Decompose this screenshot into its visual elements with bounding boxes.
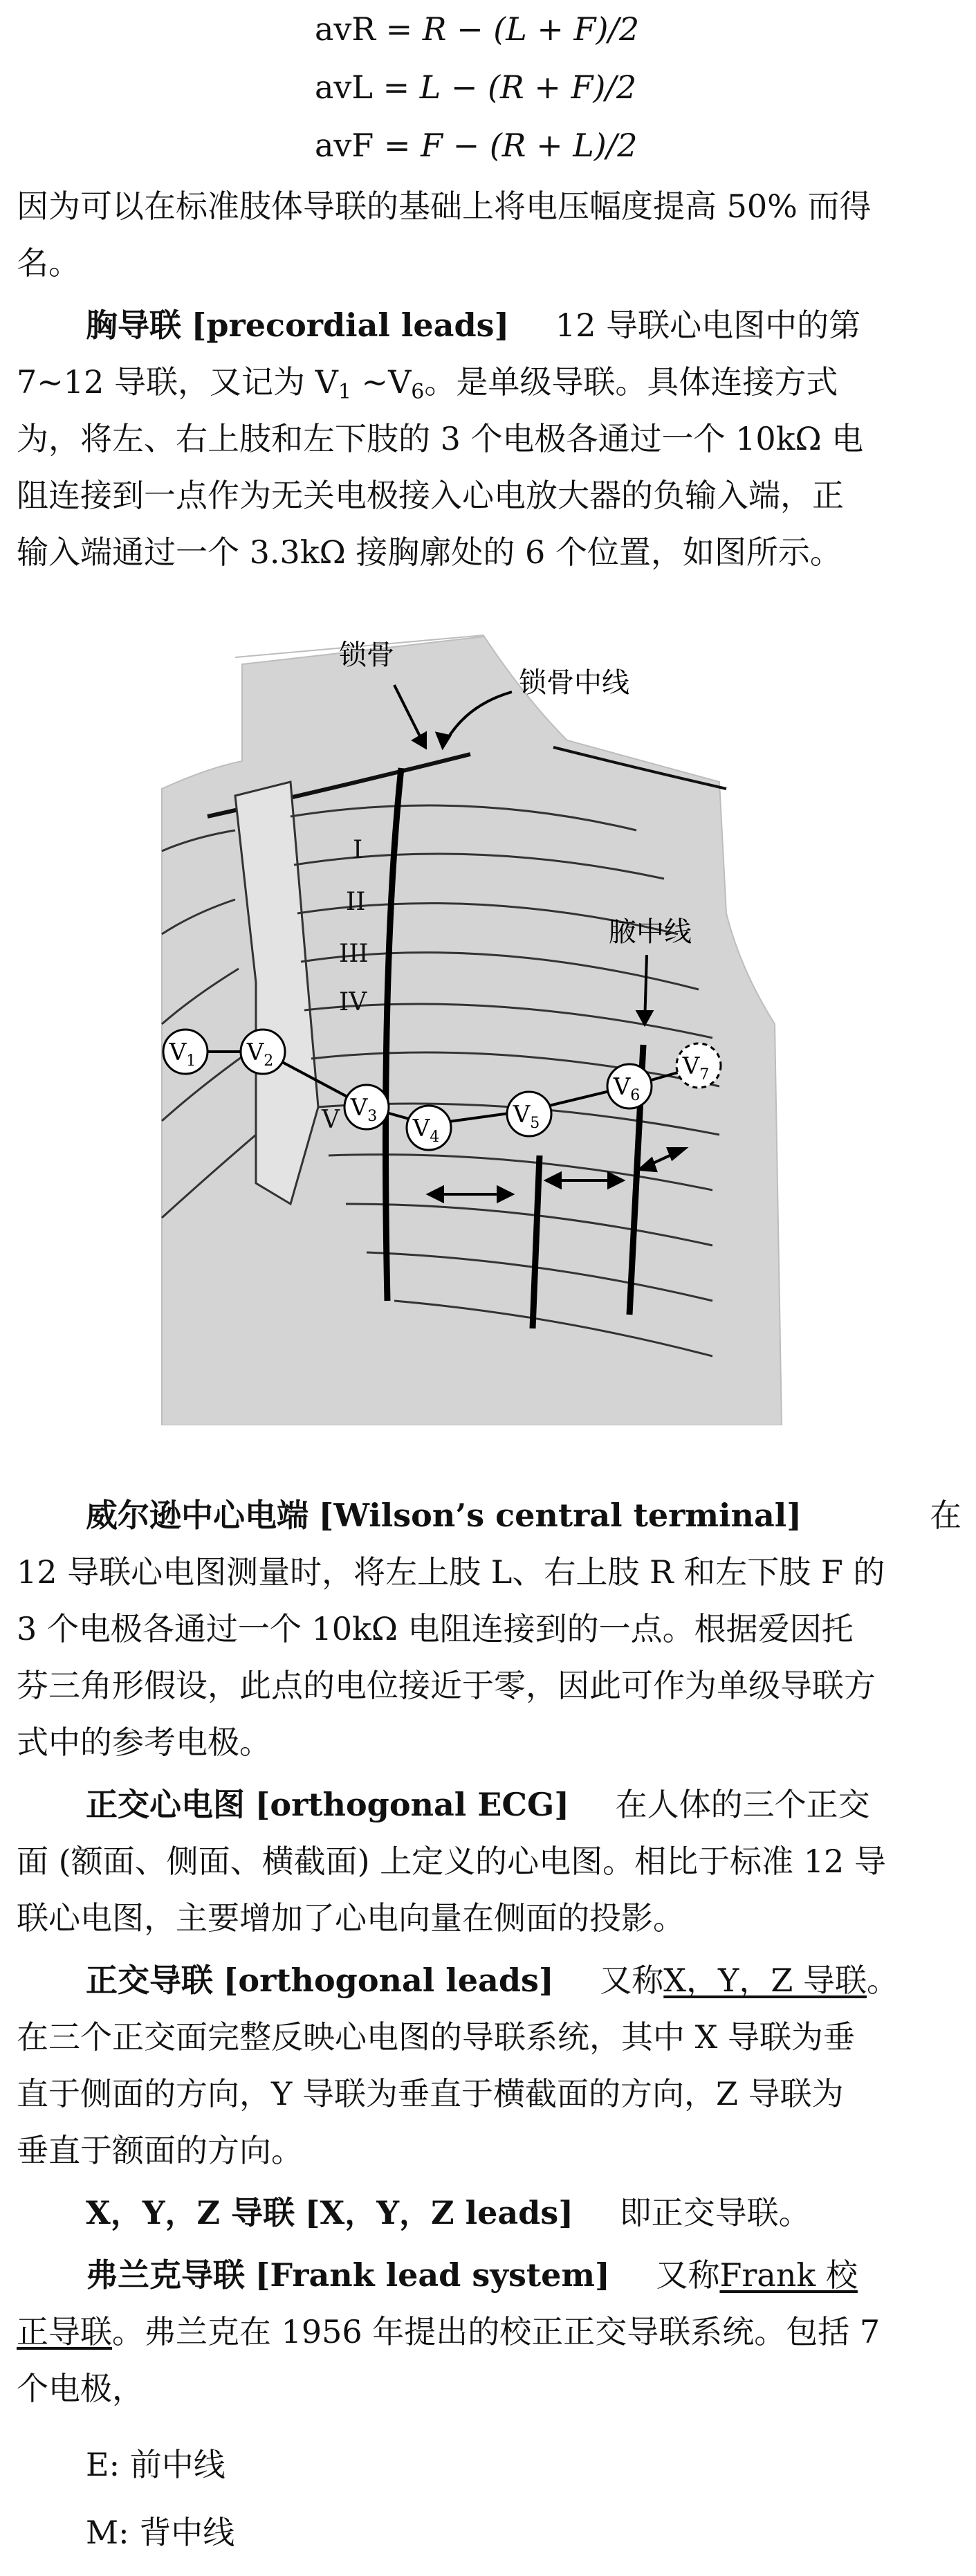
orthogonal-leads-line-2: 在三个正交面完整反映心电图的导联系统，其中 X 导联为垂	[17, 2018, 855, 2056]
precordial-line-4: 阻连接到一点作为无关电极接入心电放大器的负输入端，正	[17, 477, 844, 514]
electrode-v5	[507, 1092, 551, 1136]
equation-avf: avF = F − (R + L)/2	[315, 127, 638, 164]
label-midclavicular-line: 锁骨中线	[519, 667, 629, 699]
electrode-v6	[607, 1064, 652, 1108]
electrode-list-item-e: E: 前中线	[86, 2446, 225, 2483]
svg-text:V4: $V_4$	[412, 1115, 440, 1146]
wilson-line-3: 3 个电极各通过一个 10kΩ 电阻连接到的一点。根据爱因托	[17, 1610, 854, 1647]
orthogonal-leads-line-4: 垂直于额面的方向。	[17, 2132, 303, 2169]
frank-also: 又称	[656, 2256, 720, 2294]
precordial-line-2: 7~12 导联，又记为 $V_1$ $\sim V_6$。是单级导联。具体连接方式	[17, 363, 838, 404]
orthogonal-ecg-line-3: 联心电图，主要增加了心电向量在侧面的投影。	[17, 1899, 685, 1937]
orthogonal-ecg-term: 正交心电图	[86, 1786, 245, 1823]
precordial-line-3: 为，将左、右上肢和左下肢的 3 个电极各通过一个 10kΩ 电	[17, 420, 864, 457]
wilson-term: 威尔逊中心电端	[86, 1497, 309, 1534]
orthogonal-leads-xyz-link[interactable]: X，Y，Z 导联	[663, 1962, 867, 1999]
orthogonal-leads-head: 正交导联 [orthogonal leads] 又称X，Y，Z 导联。	[86, 1962, 899, 1999]
orthogonal-ecg-line1-tail: 在人体的三个正交	[615, 1786, 870, 1823]
precordial-term: 胸导联	[86, 307, 181, 344]
orthogonal-leads-term: 正交导联	[86, 1962, 213, 1999]
intro-line-2: 名。	[17, 244, 80, 282]
wilson-line-4: 芬三角形假设，此点的电位接近于零，因此可作为单级导联方	[17, 1667, 876, 1704]
xyz-leads-english: [X，Y，Z leads]	[304, 2194, 574, 2231]
rib-label-1: I	[353, 836, 363, 864]
precordial-line1-tail: 12 导联心电图中的第	[555, 307, 861, 344]
xyz-leads-head	[86, 2192, 961, 2234]
xyz-leads-term: X，Y，Z 导联	[86, 2194, 295, 2231]
rib-label-4: IV	[339, 988, 367, 1016]
xyz-leads-tail: 即正交导联。	[619, 2194, 811, 2231]
wilson-english: [Wilson’s central terminal]	[318, 1497, 802, 1534]
svg-text:V5: $V_5$	[513, 1101, 540, 1132]
precordial-entry-head	[86, 304, 961, 346]
frank-term: 弗兰克导联	[86, 2256, 245, 2294]
frank-corrected-link-1[interactable]: Frank 校	[719, 2256, 858, 2294]
orthogonal-leads-english: [orthogonal leads]	[223, 1962, 554, 1999]
frank-line-3: 个电极，	[17, 2370, 144, 2407]
label-clavicle: 锁骨	[339, 639, 394, 671]
electrode-v2	[241, 1030, 285, 1074]
electrode-v3	[344, 1085, 389, 1129]
frank-corrected-link-2[interactable]: 正导联	[17, 2313, 112, 2350]
precordial-line-5: 输入端通过一个 3.3kΩ 接胸廓处的 6 个位置，如图所示。	[17, 533, 842, 571]
label-axillary-line: 腋中线	[609, 916, 692, 948]
frank-line-2: 正导联。弗兰克在 1956 年提出的校正正交导联系统。包括 7	[17, 2313, 881, 2350]
orthogonal-leads-line-3: 直于侧面的方向，Y 导联为垂直于横截面的方向，Z 导联为	[17, 2075, 844, 2112]
svg-text:V6: $V_6$	[613, 1073, 641, 1104]
wilson-line-5: 式中的参考电极。	[17, 1724, 271, 1761]
wilson-entry-head	[86, 1495, 961, 1536]
precordial-english: [precordial leads]	[191, 307, 510, 344]
electrode-list-item-m: M: 背中线	[86, 2514, 235, 2551]
svg-text:V1: $V_1$	[169, 1039, 196, 1070]
equation-avr: avR = R − (L + F)/2	[315, 10, 640, 48]
equation-avl: avL = L − (R + F)/2	[315, 68, 637, 106]
electrode-v1	[163, 1030, 208, 1074]
chest-lead-figure	[152, 609, 816, 1425]
svg-text:V2: $V_2$	[246, 1039, 274, 1070]
rib-label-2: II	[346, 888, 366, 916]
orthogonal-ecg-line-2: 面 (额面、侧面、横截面) 上定义的心电图。相比于标准 12 导	[17, 1843, 886, 1880]
chest-illustration	[152, 609, 816, 1425]
electrode-v7	[676, 1043, 721, 1088]
intro-line-1: 因为可以在标准肢体导联的基础上将电压幅度提高 50% 而得	[17, 188, 872, 225]
frank-head	[86, 2254, 961, 2296]
frank-english: [Frank lead system]	[255, 2256, 610, 2294]
svg-text:V3: $V_3$	[350, 1094, 378, 1125]
wilson-line1-tail: 在	[930, 1497, 961, 1534]
orthogonal-leads-also: 又称	[600, 1962, 664, 1999]
orthogonal-ecg-head	[86, 1784, 961, 1825]
orthogonal-ecg-english: [orthogonal ECG]	[255, 1786, 569, 1823]
wilson-line-2: 12 导联心电图测量时，将左上肢 L、右上肢 R 和左下肢 F 的	[17, 1553, 885, 1591]
svg-text:V7: $V_7$	[682, 1052, 710, 1084]
rib-label-5: V	[322, 1106, 340, 1134]
rib-label-3: III	[339, 940, 369, 968]
electrode-v4	[407, 1106, 451, 1150]
